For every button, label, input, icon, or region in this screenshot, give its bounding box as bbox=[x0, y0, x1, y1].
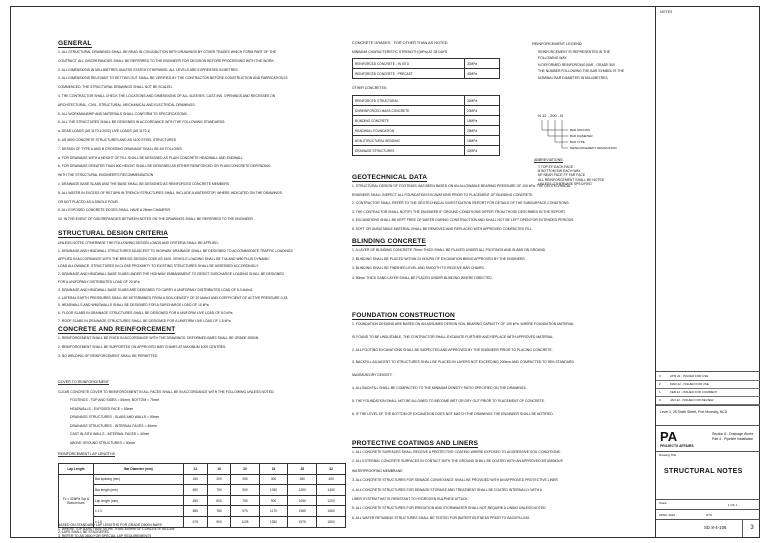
note-line: BASED ON STANDARD LAP LENGTHS FOR GRADE D500N BARS bbox=[58, 523, 162, 527]
lap-cell: 400 bbox=[317, 474, 346, 485]
address-text: Level 3, 25 Smith Street, Port Moresby, NCD bbox=[660, 410, 728, 414]
lap-cell: 975 bbox=[231, 506, 259, 517]
grade-value: 40MPa bbox=[465, 69, 500, 79]
note-line: APPLIED IN ACCORDANCE WITH THE BRIDGE DESIGN CODE AS 5100. VEHICLE LOADING SHALL BE T44 AND W80 PLUS DYNAMIC bbox=[58, 256, 270, 261]
grade-value: 32MPa bbox=[465, 146, 500, 156]
note-line: 4. ALL BACKFILL SHALL BE COMPACTED TO THE MINIMUM DENSITY RATIO SPECIFIED ON THE DRAWINGS. bbox=[352, 386, 527, 390]
note-line: CONTRACT. ALL DISCREPANCIES SHALL BE REFERRED TO THE ENGINEER FOR DECISION BEFORE PROCEEDING WITH THE WORK. bbox=[58, 58, 275, 63]
note-line: 3. DRAINAGE AND HEADWALL BASE SLABS ARE DESIGNED TO CARRY A UNIFORMLY DISTRIBUTED LOAD OF 5.0 kN/m2. bbox=[58, 287, 254, 292]
callout-label: BAR TYPE bbox=[570, 140, 585, 144]
revision-code: 1 bbox=[659, 390, 661, 394]
grade-row bbox=[353, 69, 500, 79]
general-heading: GENERAL bbox=[58, 40, 92, 47]
lap-group-label: Fc = 32MPa Top & Bottom bars bbox=[59, 474, 94, 527]
geotechnical-heading: GEOTECHNICAL DATA bbox=[352, 174, 428, 181]
callout-label: BAR DIAMETER bbox=[570, 134, 593, 138]
note-line: 1. DRAINAGE AND HEADWALL STRUCTURES ADJACENT TO HIGHWAY DRAINAGE SHALL BE DESIGNED TO ACCOMMODATE TRAFFIC LOADINGS bbox=[58, 248, 293, 253]
blinding-heading: BLINDING CONCRETE bbox=[352, 238, 427, 245]
revision-code: 2 bbox=[659, 382, 661, 386]
lap-header-cell: 24 bbox=[259, 464, 288, 475]
cover-intro: CLEAR CONCRETE COVER TO REINFORCEMENT IN ALL FACES SHALL BE IN ACCORDANCE WITH THE FOLLOWING UNLESS NOTED: bbox=[58, 390, 275, 394]
lap-cell: 1560 bbox=[317, 506, 346, 517]
note-line: 9. ALL EXPOSED CONCRETE EDGES SHALL HAVE A 25mm CHAMFER. bbox=[58, 208, 171, 213]
note-line: DRAINAGE STRUCTURES - INTERNAL FACES = 40mm bbox=[70, 423, 157, 428]
note-line: b. FOR DRAINAGE GREATER THAN 600 HEIGHT SHALL BE DESIGNED AS EITHER REINFORCED OR PLAIN CONCRETE DEPENDING bbox=[58, 164, 271, 169]
lap-cell: 200 bbox=[207, 474, 231, 485]
note-line: COMMENCED. THE STRUCTURAL DRAWINGS SHALL NOT BE SCALED. bbox=[58, 85, 173, 90]
revision-description: MAR 22 - ISSUED FOR USE bbox=[670, 382, 709, 386]
grade-value: 15MPa bbox=[465, 136, 500, 146]
note-line: 2. ALL EXTERNAL CONCRETE SURFACES IN CONTACT WITH THE GROUND SHALL BE COATED WITH AN APPROVED BITUMINOUS bbox=[352, 459, 563, 464]
note-line: NF NEAR FACE FF FAR FACE bbox=[538, 173, 586, 178]
lap-cell: 350 bbox=[288, 474, 317, 485]
lap-header-cell: 12 bbox=[183, 464, 207, 475]
lap-row bbox=[59, 474, 346, 485]
note-line: CAST IN-SITU WALLS - INTERNAL FACES = 40mm bbox=[70, 432, 150, 437]
note-line: b. AS 3600 CONCRETE STRUCTURES AND AS 4100 STEEL STRUCTURES bbox=[58, 138, 177, 142]
lap-cell: 900 bbox=[259, 495, 288, 506]
grade-label: BLINDING CONCRETE bbox=[353, 116, 465, 126]
lap-row-label: Lap length (mm) bbox=[94, 495, 184, 506]
grade-label: REINFORCED CONCRETE - IN SITU bbox=[353, 59, 465, 69]
note-line: 6. ALL WATER RETAINING STRUCTURES SHALL BE TESTED FOR WATERTIGHTNESS PRIOR TO BACKFILLING. bbox=[352, 515, 531, 520]
lap-header-cell: 20 bbox=[231, 464, 259, 475]
note-line: ALL REINFORCEMENT SHALL BE NOTED bbox=[538, 177, 605, 182]
note-line: 1. A LAYER OF BLINDING CONCRETE 75mm THICK SHALL BE PLACED UNDER ALL FOOTINGS AND SLABS ON GROUND. bbox=[352, 248, 547, 252]
note-line: WATERPROOFING MEMBRANE. bbox=[352, 468, 404, 473]
lap-cell: 750 bbox=[231, 495, 259, 506]
note-line: 3. BLINDING SHALL BE FINISHED LEVEL AND SMOOTH TO RECEIVE BAR CHAIRS. bbox=[352, 266, 485, 271]
lap-cell: 675 bbox=[183, 516, 207, 527]
note-line: 4. ALL CONCRETE STRUCTURES FOR SEWAGE STORAGE AND TREATMENT SHALL BE COATED INTERNALLY WITH A bbox=[352, 487, 543, 492]
note-line: ARCHITECTURAL, CIVIL, STRUCTURAL, MECHANICAL AND ELECTRICAL DRAWINGS. bbox=[58, 102, 196, 107]
company-logo: PA bbox=[660, 429, 678, 444]
grade-value: 32MPa bbox=[465, 59, 500, 69]
lap-header-cell: 28 bbox=[288, 464, 317, 475]
concrete-grades-table bbox=[352, 58, 500, 79]
note-line: 10. IN THE EVENT OF DISCREPANCIES BETWEEN NOTES ON THE DRAWINGS SHALL BE REFERRED TO THE ENGINEER. bbox=[58, 217, 254, 222]
other-concretes-table bbox=[352, 95, 500, 156]
concrete-grades-title bbox=[352, 41, 448, 45]
grade-row bbox=[353, 136, 500, 146]
revision-block bbox=[656, 371, 760, 405]
scale-value: NTS bbox=[706, 513, 712, 517]
note-line: UNLESS OTHERWISE SPECIFIED bbox=[538, 181, 592, 186]
note-line: 1. REINFORCEMENT SHALL BE FIXED IN ACCORDANCE WITH THE DRAWINGS. DEFORMED BARS SHALL BE GRADE D500N. bbox=[58, 336, 260, 340]
note-line: ABOVE GROUND STRUCTURES = 30mm bbox=[70, 441, 136, 445]
note-line: 4. 50mm THICK SAND LAYER SHALL BE PLACED UNDER BLINDING WHERE DIRECTED. bbox=[352, 275, 493, 280]
note-line: 2. ALL FOOTING EXCAVATIONS SHALL BE INSPECTED AND APPROVED BY THE ENGINEER PRIOR TO PLACING CONCRETE. bbox=[352, 347, 553, 352]
note-line: FOR A UNIFORMLY DISTRIBUTED LOAD OF 20 kPa. bbox=[58, 280, 141, 284]
note-line: 1. ALL STRUCTURAL DRAWINGS SHALL BE READ IN CONJUNCTION WITH DRAWINGS BY OTHER TRADES WHICH FORM PART OF THE bbox=[58, 50, 277, 54]
drawing-number-block bbox=[656, 519, 760, 537]
note-line: IS FOUND TO BE UNSUITABLE, THE CONTRACTOR SHALL EXCAVATE FURTHER AND REPLACE WITH APPROVED MATERIAL. bbox=[352, 334, 554, 339]
lap-cell: 1250 bbox=[288, 485, 317, 496]
note-line: c. DRAINAGE BASE SLABS AND THE BASE SHALL BE DESIGNED AS REINFORCED CONCRETE MEMBERS bbox=[58, 182, 230, 186]
cover-title: COVER TO REINFORCEMENT bbox=[58, 380, 109, 384]
note-line: REINFORCEMENT IS REPRESENTED IN THE bbox=[538, 50, 611, 54]
grade-label: HEADWALL FOUNDATION bbox=[353, 126, 465, 136]
sheet-count: 1 OF 1 bbox=[728, 503, 738, 507]
scale-block bbox=[656, 499, 760, 509]
note-line: T TOP EF EACH FACE bbox=[538, 165, 574, 169]
lap-cell: 750 bbox=[207, 485, 231, 496]
foundation-heading: FOUNDATION CONSTRUCTION bbox=[352, 312, 456, 319]
grade-label: UNREINFORCED MASS CONCRETE bbox=[353, 106, 465, 116]
revision-row bbox=[656, 396, 760, 405]
drawing-title-block bbox=[656, 451, 760, 499]
note-line: MAXIMUM DRY DENSITY. bbox=[352, 373, 393, 378]
lap-cell: 150 bbox=[183, 474, 207, 485]
grades-title-text: CONCRETE GRADES bbox=[352, 41, 391, 45]
lap-header-cell: Lap Length bbox=[59, 464, 94, 475]
note-line: LOAD ALLOWANCE. STRUCTURES IN CLOSE PROXIMITY TO EXISTING STRUCTURES SHALL BE ASSESSED ACCORDINGLY. bbox=[58, 264, 259, 269]
scale-label: Scale bbox=[659, 501, 667, 505]
note-line: 3. REFER TO AS 3600 FOR SPECIAL LAP REQUIREMENTS bbox=[58, 533, 152, 538]
note-line: 7. ROOF SLABS IN DRAINAGE STRUCTURES SHALL BE DESIGNED FOR A UNIFORM LIVE LOAD OF 1.5 kPa. bbox=[58, 319, 232, 323]
lap-cell: 300 bbox=[259, 474, 288, 485]
note-line: 4. THE CONTRACTOR SHALL CHECK THE LOCATIONS AND DIMENSIONS OF ALL SLEEVES, CAST-INS, OPENINGS AND RECESSES ON bbox=[58, 94, 276, 98]
grade-row bbox=[353, 106, 500, 116]
grade-row bbox=[353, 116, 500, 126]
lap-cell: 600 bbox=[207, 495, 231, 506]
lap-cell: 1450 bbox=[317, 485, 346, 496]
note-line: FOOTINGS - TOP AND SIDES = 50mm, BOTTOM = 75mm bbox=[70, 398, 160, 402]
lap-row bbox=[59, 485, 346, 496]
date-value: APRIL 2022 bbox=[659, 513, 676, 517]
project-title: Section 8 - Drainage Works bbox=[712, 432, 754, 436]
drawing-title: STRUCTURAL NOTES bbox=[664, 468, 743, 475]
other-concretes-label: OTHER CONCRETES: bbox=[352, 86, 388, 90]
note-line: 6. IF THE LEVEL OF THE BOTTOM OF EXCAVATION DOES NOT MATCH THE DRAWINGS THE ENGINEER SHALL BE NOTIFIED. bbox=[352, 411, 554, 416]
lap-cell: 900 bbox=[207, 516, 231, 527]
note-line: WITH THE STRUCTURAL ENGINEER'S RECOMMENDATION bbox=[58, 173, 154, 178]
title-block bbox=[655, 6, 760, 538]
note-line: 7. DESIGN OF TYPE A AND B CROSSING DRAINAGE SHALL BE AS FOLLOWS: bbox=[58, 146, 183, 151]
company-name: PROJECTS AFFAIRS bbox=[660, 444, 694, 448]
note-line: 8. ALL WATER IN EXCESS OF RETURN IN TRENCH STRUCTURES SHALL INCLUDE A WATERSTOP, WHERE INDICATED ON THE DRAWINGS bbox=[58, 190, 282, 195]
note-line: 6. ALL THE STRUCTURES SHALL BE DESIGNED IN ACCORDANCE WITH THE FOLLOWING STANDARDS: bbox=[58, 120, 226, 125]
grade-label: DRAINAGE STRUCTURES bbox=[353, 146, 465, 156]
grades-subtitle-text: FOR OTHER THAN AS NOTED bbox=[393, 41, 448, 45]
lap-cell: 1050 bbox=[259, 485, 288, 496]
note-line: 2. CONTRACTOR SHALL REFER TO THE GEOTECHNICAL INVESTIGATION REPORT FOR DETAILS OF THE SUBSURFACE CONDITIONS. bbox=[352, 201, 570, 206]
note-line: UNLESS NOTED OTHERWISE THE FOLLOWING DESIGN LOADS AND CRITERIA SHALL BE APPLIED: bbox=[58, 241, 219, 245]
lap-cell: 1350 bbox=[259, 516, 288, 527]
lap-row-label: Bar spacing (mm) bbox=[94, 474, 184, 485]
lap-cell: 900 bbox=[231, 485, 259, 496]
note-line: 1. WHERE TOP BARS HAVE MORE THAN 300mm OF CONCRETE BELOW bbox=[58, 526, 175, 531]
note-line: NOMINAL BAR DIAMETER IN MILLIMETRES bbox=[538, 75, 608, 80]
lap-cell: 1050 bbox=[288, 495, 317, 506]
revision-description: APR 22 - ISSUED FOR USE bbox=[670, 374, 709, 378]
note-line: 1. STRUCTURAL DESIGN OF FOOTINGS HAS BEEN BASED ON AN ALLOWABLE BEARING PRESSURE OF 100 kPa. THE GEOTECHNICAL bbox=[352, 184, 571, 188]
lap-row-label: x 1.3 bbox=[94, 506, 184, 517]
notes-label: NOTES bbox=[660, 10, 673, 14]
lap-row-label: Bar length (mm) bbox=[94, 485, 184, 496]
date-block bbox=[656, 509, 760, 519]
note-line: 3. ALL DIMENSIONS RELEVANT TO SETTING OUT SHALL BE VERIFIED BY THE CONTRACTOR BEFORE CONSTRUCTION AND FABRICATION IS bbox=[58, 76, 288, 81]
lap-cell: 1365 bbox=[288, 506, 317, 517]
grade-label: NON-STRUCTURAL BEDDING bbox=[353, 136, 465, 146]
grade-row bbox=[353, 126, 500, 136]
note-line: HEADWALLS - EXPOSED FACE = 50mm bbox=[70, 406, 134, 411]
lap-cell: 1800 bbox=[317, 516, 346, 527]
lap-row-label: x 1.5 bbox=[94, 516, 184, 527]
grade-row bbox=[353, 146, 500, 156]
grade-value: 15MPa bbox=[465, 116, 500, 126]
grade-value: 25MPa bbox=[465, 126, 500, 136]
note-line: LINER SYSTEM THAT IS RESISTANT TO HYDROGEN SULPHIDE ATTACK. bbox=[352, 497, 469, 501]
lap-cell: 780 bbox=[207, 506, 231, 517]
lap-cell: 585 bbox=[183, 506, 207, 517]
revision-number: 3 bbox=[742, 520, 761, 537]
lap-header-cell: 16 bbox=[207, 464, 231, 475]
note-line: 6. FLOOR SLABS IN DRAINAGE STRUCTURES SHALL BE DESIGNED FOR A UNIFORM LIVE LOAD OF 5.0 kPa. bbox=[58, 311, 234, 316]
coatings-heading: PROTECTIVE COATINGS AND LINERS bbox=[352, 440, 479, 447]
callout-label: BAR SPACING bbox=[570, 128, 591, 132]
abbreviations-title: ABBREVIATIONS bbox=[534, 158, 563, 162]
note-line: 4. EXCAVATIONS SHALL BE KEPT FREE OF WATER DURING CONSTRUCTION AND SHALL NOT BE LEFT OPEN FOR EXTENDED PERIODS. bbox=[352, 218, 575, 223]
note-line: a. DEAD LOADS (AS 1170.1:2002) LIVE LOADS (AS 1170.1) bbox=[58, 129, 151, 134]
note-line: 3. BACKFILL ADJACENT TO STRUCTURES SHALL BE PLACED IN LAYERS NOT EXCEEDING 200mm AND COMPACTED TO 95% STANDARD bbox=[352, 360, 574, 365]
lap-cell: 450 bbox=[183, 495, 207, 506]
revision-description: JAN 22 - ISSUED FOR REVIEW bbox=[670, 398, 714, 402]
drawing-title-label: Drawing Title bbox=[659, 453, 677, 457]
lap-cell: 1575 bbox=[288, 516, 317, 527]
note-line: 2. BLINDING SHALL BE PLACED WITHIN 24 HOURS OF EXCAVATION BEING APPROVED BY THE ENGINEER. bbox=[352, 257, 526, 262]
lap-cell: 1125 bbox=[231, 516, 259, 527]
bar-callout-example: N 12 - 200 - B bbox=[538, 114, 563, 118]
note-line: 5. HEADWALLS AND WINGWALLS SHALL BE DESIGNED FOR A SURCHARGE LOAD OF 10 kPa. bbox=[58, 303, 210, 308]
note-line: THE NUMBER FOLLOWING THE BAR SYMBOL IS THE bbox=[538, 69, 625, 74]
reinforcement-legend-title: REINFORCEMENT LEGEND bbox=[532, 42, 582, 46]
lap-cell: 250 bbox=[231, 474, 259, 485]
address-block bbox=[656, 405, 760, 425]
lap-header-cell: Bar Diameter (mm) bbox=[94, 464, 184, 475]
revision-code: 3 bbox=[659, 374, 661, 378]
grade-row bbox=[353, 96, 500, 106]
revision-description: FEB 22 - ISSUED FOR COMMENT bbox=[670, 390, 718, 394]
lap-title: REINFORCEMENT LAP LENGTHS bbox=[58, 452, 115, 456]
design-criteria-heading: STRUCTURAL DESIGN CRITERIA bbox=[58, 230, 169, 237]
note-line: 4. LATERAL EARTH PRESSURES SHALL BE DETERMINED FROM A SOIL DENSITY OF 20 kN/m3 AND COEFFICIENT OF ACTIVE PRESSURE 0.33. bbox=[58, 295, 289, 300]
note-line: 1. FOUNDATION DESIGNS ARE BASED ON AN ASSUMED DESIGN SOIL BEARING CAPACITY OF 100 kPa. WHERE FOUNDATION MATERIAL bbox=[352, 322, 574, 326]
project-subtitle: Part 4 - Pipeline Installation bbox=[712, 437, 754, 441]
note-line: 3. NO WELDING OF REINFORCEMENT SHALL BE PERMITTED. bbox=[58, 354, 159, 358]
note-line: 1. ALL CONCRETE SURFACES SHALL RECEIVE A PROTECTIVE COATING WHERE EXPOSED TO AGGRESSIVE SOIL CONDITIONS. bbox=[352, 450, 561, 454]
note-line: 3. ALL CONCRETE STRUCTURES FOR SEWAGE CONVEYANCE SHALL BE PROVIDED WITH AN APPROVED PROTECTIVE LINER. bbox=[352, 478, 559, 483]
grade-value: 20MPa bbox=[465, 106, 500, 116]
note-line: FOLLOWING WAY: bbox=[538, 56, 568, 61]
note-line: ENGINEER SHALL INSPECT ALL FOUNDATION EXCAVATIONS PRIOR TO PLACEMENT OF BLINDING CONCRETE. bbox=[352, 192, 534, 197]
note-line: a. FOR DRAINAGE WITH A HEIGHT OF FILL SHALL BE DESIGNED AS PLAIN CONCRETE HEADWALL AND ENDWALL bbox=[58, 155, 244, 160]
callout-label: REINFORCEMENT DESIGNATION bbox=[570, 146, 618, 150]
drawing-number: SD 8-4-106 bbox=[704, 525, 727, 530]
concrete-reinforcement-heading: CONCRETE AND REINFORCEMENT bbox=[58, 326, 176, 333]
logo-block bbox=[656, 425, 760, 451]
grade-label: REINFORCED STRUCTURAL bbox=[353, 96, 465, 106]
grade-row bbox=[353, 59, 500, 69]
lap-header-cell: 32 bbox=[317, 464, 346, 475]
lap-row bbox=[59, 495, 346, 506]
note-line: 5. THE FOUNDATION SHALL NOT BE ALLOWED TO BECOME WET OR DRY OUT PRIOR TO PLACEMENT OF CONCRETE. bbox=[352, 398, 545, 403]
note-line: 5. ALL WORKMANSHIP AND MATERIALS SHALL CONFORM TO SPECIFICATIONS. bbox=[58, 111, 188, 116]
note-line: 2. ALL DIMENSIONS IN MILLIMETRES UNLESS STATED OTHERWISE. ALL LEVELS ARE EXPRESSED IN METRES. bbox=[58, 67, 239, 72]
note-line: 2. LAPS SHALL BE STAGGERED bbox=[58, 530, 110, 535]
lap-cell: 1170 bbox=[259, 506, 288, 517]
lap-header-row bbox=[59, 464, 346, 475]
lap-cell: 1200 bbox=[317, 495, 346, 506]
note-line: 3. THE CONTRACTOR SHALL NOTIFY THE ENGINEER IF GROUND CONDITIONS DIFFER FROM THOSE DESCRIBED IN THE REPORT. bbox=[352, 209, 566, 214]
grade-label: REINFORCED CONCRETE - PRECAST bbox=[353, 69, 465, 79]
grade-value: 32MPa bbox=[465, 96, 500, 106]
revision-code: 0 bbox=[659, 398, 661, 402]
note-line: 5. ALL CONCRETE STRUCTURES FOR IRRIGATION AND STORMWATER SHALL NOT REQUIRE A LINING UNLESS NOTED. bbox=[352, 506, 547, 511]
note-line: DRAINAGE STRUCTURES - SLABS AND WALLS = 50mm bbox=[70, 415, 160, 420]
note-line: 5. SOFT OR UNSUITABLE MATERIAL SHALL BE REMOVED AND REPLACED WITH APPROVED COMPACTED FILL. bbox=[352, 227, 533, 231]
note-line: N DEFORMED REINFORCING BAR - GRADE 500 bbox=[538, 62, 616, 67]
lap-row bbox=[59, 506, 346, 517]
note-line: OR NOT PLACED AS A SINGLE POUR. bbox=[58, 199, 119, 204]
note-line: 2. REINFORCEMENT SHALL BE SUPPORTED ON APPROVED BAR CHAIRS AT MAXIMUM 1000 CENTRES. bbox=[58, 345, 227, 349]
grades-intro: MINIMUM CHARACTERISTIC STRENGTH (MPa) AT 28 DAYS bbox=[352, 50, 448, 54]
note-line: 2. DRAINAGE AND HEADWALL BASE SLABS UNDER THE HIGHWAY EMBANKMENT TO RESIST SURCHARGE LOADING SHALL BE DESIGNED bbox=[58, 272, 284, 277]
lap-length-table bbox=[58, 463, 346, 528]
lap-cell: 600 bbox=[183, 485, 207, 496]
note-line: B BOTTOM EW EACH WAY bbox=[538, 169, 581, 174]
